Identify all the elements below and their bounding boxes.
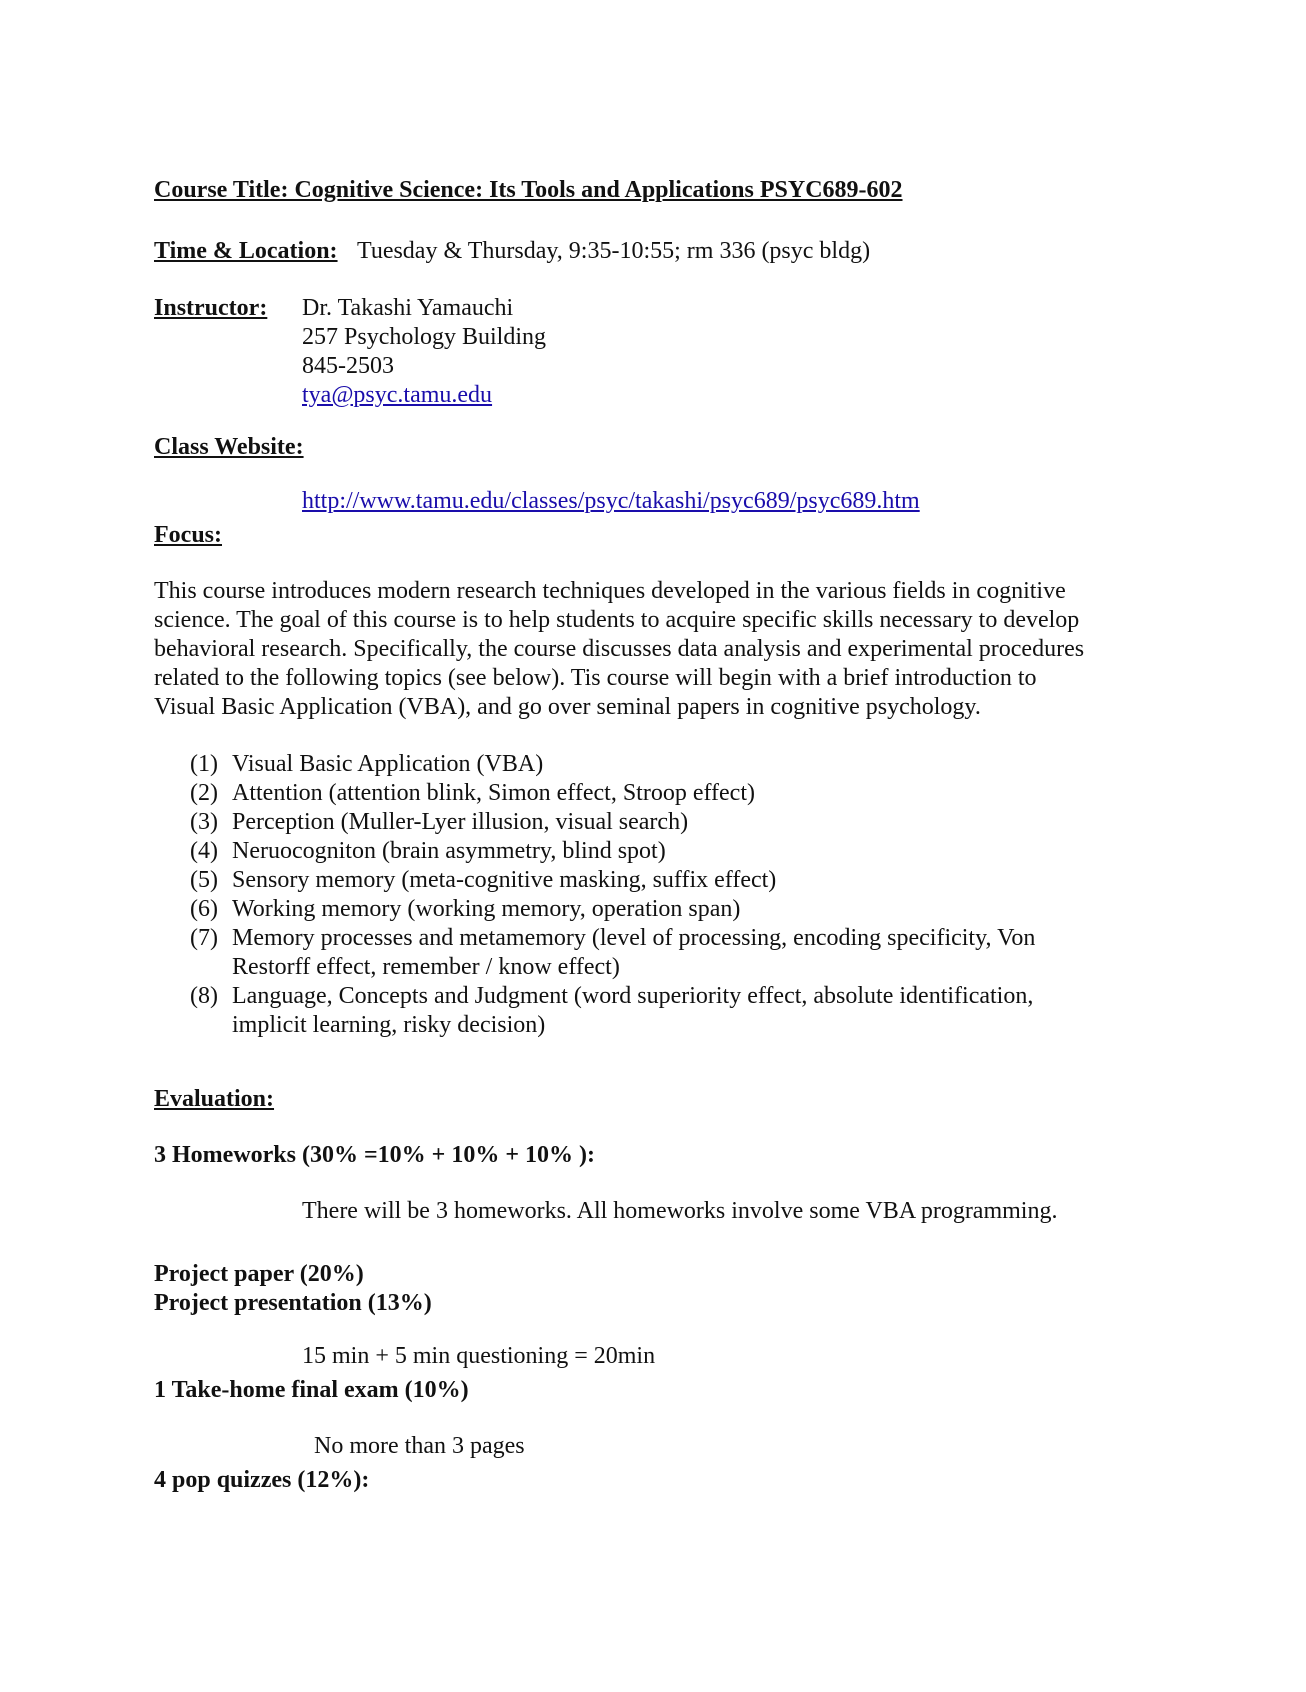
- list-item-text: Working memory (working memory, operation span): [232, 896, 741, 922]
- time-location-label: Time & Location:: [154, 238, 338, 264]
- course-title: Course Title: Cognitive Science: Its Tools and Applications PSYC689-602: [154, 177, 903, 203]
- presentation-description: 15 min + 5 min questioning = 20min: [302, 1343, 656, 1369]
- instructor-office: 257 Psychology Building: [302, 324, 547, 350]
- list-item-number: (8): [190, 983, 218, 1009]
- homeworks-description: There will be 3 homeworks. All homeworks involve some VBA programming.: [302, 1198, 1058, 1224]
- list-item-number: (7): [190, 925, 218, 951]
- evaluation-label: Evaluation:: [154, 1086, 275, 1112]
- final-exam: 1 Take-home final exam (10%): [154, 1377, 469, 1403]
- list-item-text: Language, Concepts and Judgment (word superiority effect, absolute identification,: [232, 983, 1034, 1009]
- instructor-phone: 845-2503: [302, 353, 394, 379]
- focus-line: This course introduces modern research techniques developed in the various fields in cognitive: [154, 578, 1066, 604]
- list-item-text: Visual Basic Application (VBA): [232, 751, 544, 777]
- list-item-text: Neruocogniton (brain asymmetry, blind spot): [232, 838, 666, 864]
- list-item-text: Sensory memory (meta-cognitive masking, suffix effect): [232, 867, 777, 893]
- focus-line: behavioral research. Specifically, the course discusses data analysis and experimental procedures: [154, 636, 1085, 662]
- instructor-label: Instructor:: [154, 295, 268, 321]
- syllabus-page: [154, 0, 1154, 1692]
- focus-line: related to the following topics (see below). Tis course will begin with a brief introduction to: [154, 665, 1037, 691]
- instructor-name: Dr. Takashi Yamauchi: [302, 295, 514, 321]
- list-item-number: (3): [190, 809, 218, 835]
- list-item-text-continued: implicit learning, risky decision): [232, 1012, 546, 1038]
- list-item-number: (2): [190, 780, 218, 806]
- class-website-label: Class Website:: [154, 434, 304, 460]
- focus-line: science. The goal of this course is to help students to acquire specific skills necessary to develop: [154, 607, 1080, 633]
- time-location-value: Tuesday & Thursday, 9:35-10:55; rm 336 (psyc bldg): [357, 238, 871, 264]
- homeworks-title: 3 Homeworks (30% =10% + 10% + 10% ):: [154, 1142, 595, 1168]
- list-item-number: (6): [190, 896, 218, 922]
- list-item-text: Attention (attention blink, Simon effect, Stroop effect): [232, 780, 755, 806]
- instructor-email-link[interactable]: tya@psyc.tamu.edu: [302, 382, 493, 408]
- list-item-text: Perception (Muller-Lyer illusion, visual search): [232, 809, 689, 835]
- project-paper: Project paper (20%): [154, 1261, 364, 1287]
- list-item-number: (1): [190, 751, 218, 777]
- list-item-text: Memory processes and metamemory (level of processing, encoding specificity, Von: [232, 925, 1036, 951]
- list-item-number: (5): [190, 867, 218, 893]
- project-presentation: Project presentation (13%): [154, 1290, 432, 1316]
- pop-quizzes: 4 pop quizzes (12%):: [154, 1467, 370, 1493]
- focus-line: Visual Basic Application (VBA), and go over seminal papers in cognitive psychology.: [154, 694, 981, 720]
- focus-label: Focus:: [154, 522, 222, 548]
- list-item-number: (4): [190, 838, 218, 864]
- class-website-link[interactable]: http://www.tamu.edu/classes/psyc/takashi/psyc689/psyc689.htm: [302, 488, 920, 514]
- list-item-text-continued: Restorff effect, remember / know effect): [232, 954, 620, 980]
- final-exam-description: No more than 3 pages: [314, 1433, 525, 1459]
